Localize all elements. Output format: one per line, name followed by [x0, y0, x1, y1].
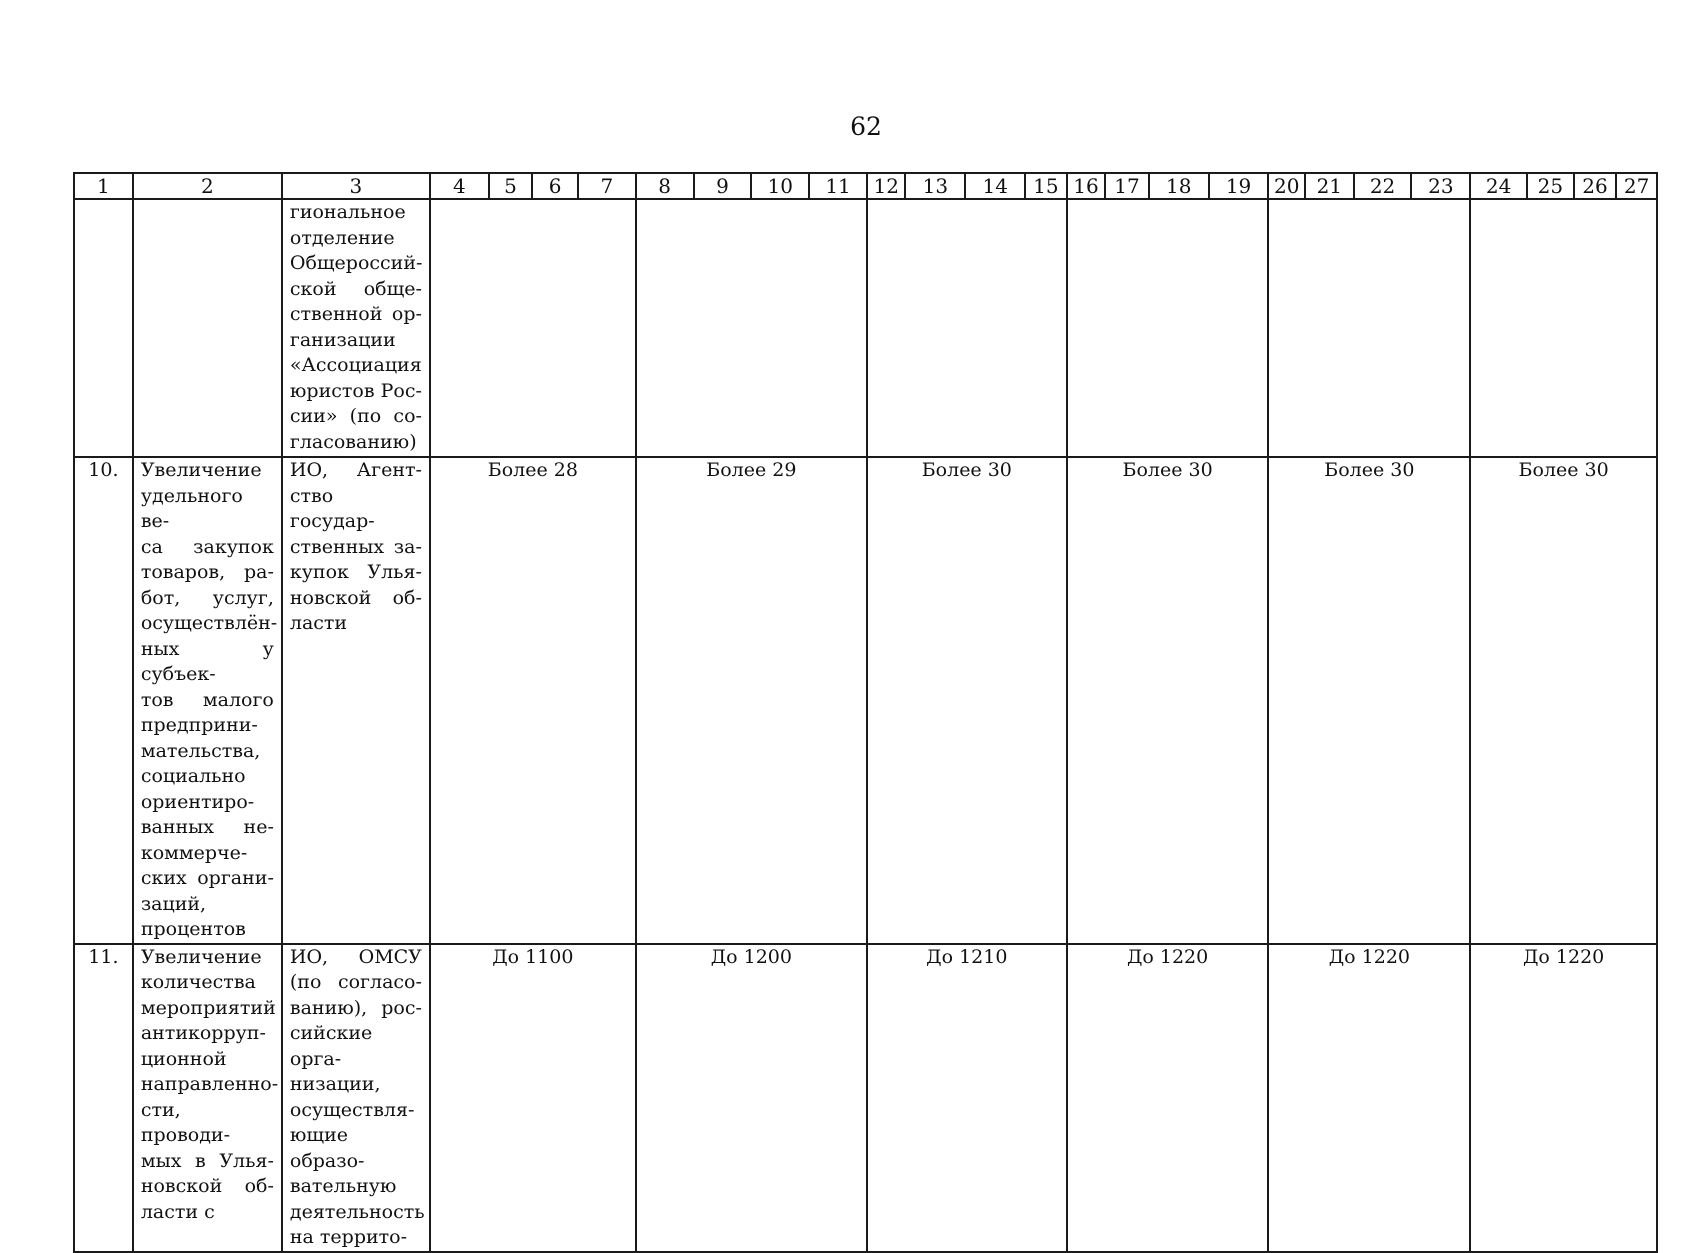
target-value-year-4: Более 30	[1067, 457, 1269, 944]
cell-text-line: новской об-	[289, 586, 422, 609]
row-number: 11.	[74, 944, 133, 1252]
indicator-name	[133, 944, 282, 1252]
column-number-19: 19	[1209, 173, 1269, 199]
cell-text-line: Увеличение	[140, 945, 262, 968]
cell-text-line: осуществля-	[289, 1098, 415, 1121]
column-number-18: 18	[1149, 173, 1209, 199]
cell-text-line: Увеличение	[140, 459, 262, 481]
column-number-22: 22	[1354, 173, 1412, 199]
responsible-executor	[282, 457, 430, 944]
cell-text-line: ласти с	[140, 1200, 215, 1223]
column-number-23: 23	[1411, 173, 1470, 199]
cell-text-line: количества	[140, 971, 256, 993]
cell-text-line: ласти	[289, 612, 348, 634]
column-number-14: 14	[965, 173, 1025, 199]
responsible-executor	[282, 944, 430, 1252]
column-number-4: 4	[430, 173, 489, 199]
cell-text-line: осуществлён-	[140, 612, 278, 634]
cell-text-line: сии» (по со-	[289, 405, 422, 427]
indicator-name	[133, 199, 282, 457]
target-value-year-3: До 1210	[867, 944, 1067, 1252]
column-number-7: 7	[578, 173, 636, 199]
column-number-27: 27	[1616, 173, 1657, 199]
column-number-1: 1	[74, 173, 133, 199]
row-number	[74, 199, 133, 457]
target-value-year-1: До 1100	[430, 944, 636, 1252]
indicator-name	[133, 457, 282, 944]
cell-text-line: процентов	[140, 918, 246, 940]
cell-text-line: заций,	[140, 892, 207, 915]
cell-text-line: мых в Улья-	[140, 1149, 274, 1172]
cell-text-line: направленно-	[140, 1073, 279, 1095]
indicators-table	[73, 172, 1658, 1253]
page-number: 62	[850, 112, 882, 141]
cell-text-line: ных у субъек-	[140, 637, 274, 685]
row-number: 10.	[74, 457, 133, 944]
cell-text-line: ционной	[140, 1047, 227, 1070]
column-number-17: 17	[1105, 173, 1149, 199]
cell-text-line: ющие образо-	[289, 1124, 365, 1172]
cell-text-line: предприни-	[140, 714, 258, 736]
table-row	[74, 457, 1657, 944]
cell-text-line: бот, услуг,	[140, 586, 274, 609]
cell-text-line: ванию), рос-	[289, 996, 422, 1019]
target-value-year-5	[1268, 199, 1470, 457]
cell-text-line: отделение	[289, 226, 395, 249]
column-number-3: 3	[282, 173, 430, 199]
cell-text-line: деятельность	[289, 1200, 425, 1223]
target-value-year-1	[430, 199, 636, 457]
cell-text-line: «Ассоциация	[289, 354, 422, 376]
target-value-year-2: Более 29	[636, 457, 867, 944]
cell-text-line: ской обще-	[289, 277, 422, 300]
cell-text-line: низации,	[289, 1073, 381, 1095]
cell-text-line: мательства,	[140, 739, 261, 762]
cell-text-line: социально	[140, 765, 246, 787]
column-number-11: 11	[809, 173, 867, 199]
cell-text-line: ИО, ОМСУ	[289, 945, 422, 968]
cell-text-line: товаров, ра-	[140, 561, 274, 583]
target-value-year-3	[867, 199, 1067, 457]
cell-text-line: ориентиро-	[140, 790, 255, 813]
cell-text-line: на террито-	[289, 1226, 408, 1248]
table-row	[74, 199, 1657, 457]
cell-text-line: сти, проводи-	[140, 1098, 230, 1146]
cell-text-line: ИО, Агент-	[289, 459, 422, 481]
cell-text-line: сийские орга-	[289, 1022, 373, 1070]
target-value-year-6: Более 30	[1470, 457, 1657, 944]
cell-text-line: са закупок	[140, 535, 274, 558]
column-number-5: 5	[489, 173, 533, 199]
responsible-executor	[282, 199, 430, 457]
target-value-year-2	[636, 199, 867, 457]
target-value-year-3: Более 30	[867, 457, 1067, 944]
cell-text-line: Общероссий-	[289, 252, 423, 274]
column-number-6: 6	[532, 173, 578, 199]
cell-text-line: антикорруп-	[140, 1022, 266, 1044]
cell-text-line: ство государ-	[289, 484, 375, 532]
cell-text-line: ванных не-	[140, 816, 274, 838]
cell-text-line: тов малого	[140, 688, 274, 711]
cell-text-line: вательную	[289, 1175, 397, 1197]
column-number-9: 9	[694, 173, 752, 199]
column-number-21: 21	[1305, 173, 1354, 199]
column-number-26: 26	[1574, 173, 1617, 199]
cell-text-line: юристов Рос-	[289, 379, 422, 402]
table-header-row	[74, 173, 1657, 199]
cell-text-line: ганизации	[289, 328, 396, 351]
column-number-16: 16	[1067, 173, 1106, 199]
column-number-20: 20	[1268, 173, 1305, 199]
column-number-2: 2	[133, 173, 282, 199]
target-value-year-1: Более 28	[430, 457, 636, 944]
cell-text-line: ственных за-	[289, 535, 422, 558]
target-value-year-4: До 1220	[1067, 944, 1269, 1252]
cell-text-line: ских органи-	[140, 867, 274, 889]
cell-text-line: коммерче-	[140, 841, 248, 864]
cell-text-line: купок Улья-	[289, 561, 422, 583]
column-number-13: 13	[905, 173, 965, 199]
column-number-10: 10	[751, 173, 809, 199]
cell-text-line: мероприятий	[140, 996, 276, 1019]
target-value-year-6	[1470, 199, 1657, 457]
target-value-year-6: До 1220	[1470, 944, 1657, 1252]
cell-text-line: удельного ве-	[140, 484, 243, 532]
target-value-year-5: До 1220	[1268, 944, 1470, 1252]
target-value-year-2: До 1200	[636, 944, 867, 1252]
cell-text-line: гиональное	[289, 201, 406, 223]
cell-text-line: ственной ор-	[289, 303, 422, 325]
cell-text-line: новской об-	[140, 1175, 274, 1197]
target-value-year-5: Более 30	[1268, 457, 1470, 944]
table-row	[74, 944, 1657, 1252]
column-number-8: 8	[636, 173, 694, 199]
column-number-25: 25	[1527, 173, 1574, 199]
cell-text-line: (по согласо-	[289, 971, 422, 993]
column-number-15: 15	[1025, 173, 1067, 199]
column-number-12: 12	[867, 173, 906, 199]
column-number-24: 24	[1470, 173, 1527, 199]
target-value-year-4	[1067, 199, 1269, 457]
cell-text-line: гласованию)	[289, 430, 417, 453]
